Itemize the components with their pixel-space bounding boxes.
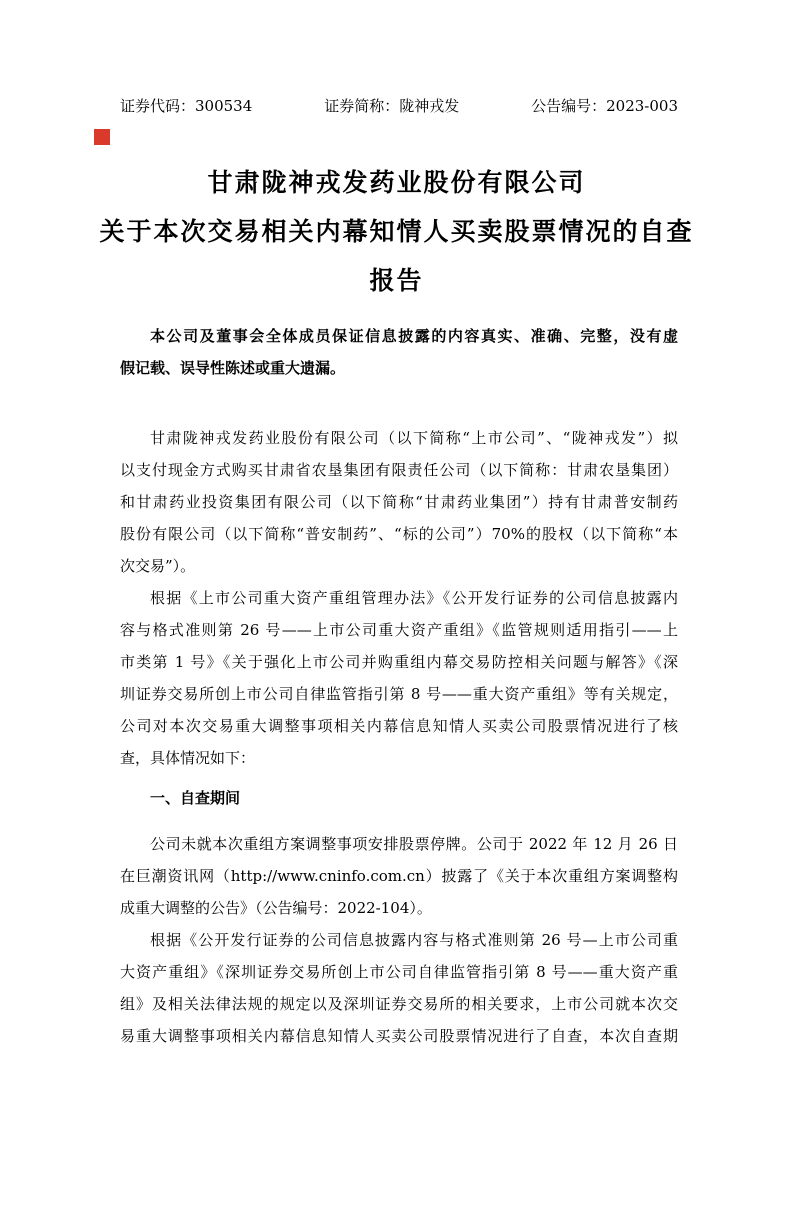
text-line: 大资产重组》《深圳证券交易所创上市公司自律监管指引第 8 号——重大资产重 (120, 963, 678, 981)
text-line: 甘肃陇神戎发药业股份有限公司（以下简称“上市公司”、“陇神戎发”）拟 (150, 429, 678, 447)
paragraph (120, 924, 678, 1052)
text-line: 根据《上市公司重大资产重组管理办法》《公开发行证券的公司信息披露内 (150, 589, 678, 607)
text-line: 圳证券交易所创上市公司自律监管指引第 8 号——重大资产重组》等有关规定， (120, 685, 678, 703)
text-line: 假记载、误导性陈述或重大遗漏。 (120, 359, 346, 377)
text-line: 易重大调整事项相关内幕信息知情人买卖公司股票情况进行了自查，本次自查期 (120, 1027, 678, 1045)
paragraph (120, 422, 678, 582)
stock-code: 证券代码：300534 (120, 97, 253, 115)
paragraph (120, 828, 678, 924)
text-line: 查，具体情况如下： (120, 749, 256, 767)
red-stamp-mark (94, 129, 110, 145)
title-line-subject: 关于本次交易相关内幕知情人买卖股票情况的自查 (99, 217, 694, 246)
text-line: 市类第 1 号》《关于强化上市公司并购重组内幕交易防控相关问题与解答》《深 (120, 653, 678, 671)
text-line: 以支付现金方式购买甘肃省农垦集团有限责任公司（以下简称：甘肃农垦集团） (120, 461, 678, 479)
text-line: 容与格式准则第 26 号——上市公司重大资产重组》《监管规则适用指引——上 (120, 621, 678, 639)
doc-header (120, 96, 678, 116)
text-line: 根据《公开发行证券的公司信息披露内容与格式准则第 26 号—上市公司重 (150, 931, 678, 949)
text-line: 公司未就本次重组方案调整事项安排股票停牌。公司于 2022 年 12 月 26 日 (150, 835, 678, 853)
paragraph (120, 582, 678, 774)
title-line-company: 甘肃陇神戎发药业股份有限公司 (207, 168, 586, 197)
title-line-report: 报告 (369, 266, 424, 295)
paragraph (120, 320, 678, 384)
text-line: 组》及相关法律法规的规定以及深圳证券交易所的相关要求，上市公司就本次交 (120, 995, 678, 1013)
text-line: 股份有限公司（以下简称“普安制药”、“标的公司”）70%的股权（以下简称“本 (120, 525, 678, 543)
text-line: 本公司及董事会全体成员保证信息披露的内容真实、准确、完整，没有虚 (150, 327, 678, 345)
announcement-number: 公告编号：2023-003 (531, 97, 678, 115)
text-line: 公司对本次交易重大调整事项相关内幕信息知情人买卖公司股票情况进行了核 (120, 717, 678, 735)
text-line: 次交易”）。 (120, 557, 196, 575)
document-page (0, 96, 793, 1218)
text-line: 和甘肃药业投资集团有限公司（以下简称“甘肃药业集团”）持有甘肃普安制药 (120, 493, 678, 511)
text-line: 在巨潮资讯网（http://www.cninfo.com.cn）披露了《关于本次重组方案调整构 (120, 867, 678, 885)
section-heading (120, 782, 678, 814)
text-line: 成重大调整的公告》（公告编号：2022-104）。 (120, 899, 432, 917)
document-title (0, 158, 793, 305)
stock-short-name: 证券简称：陇神戎发 (324, 97, 460, 115)
text-line: 一、自查期间 (150, 789, 241, 807)
document-body (120, 320, 678, 1052)
